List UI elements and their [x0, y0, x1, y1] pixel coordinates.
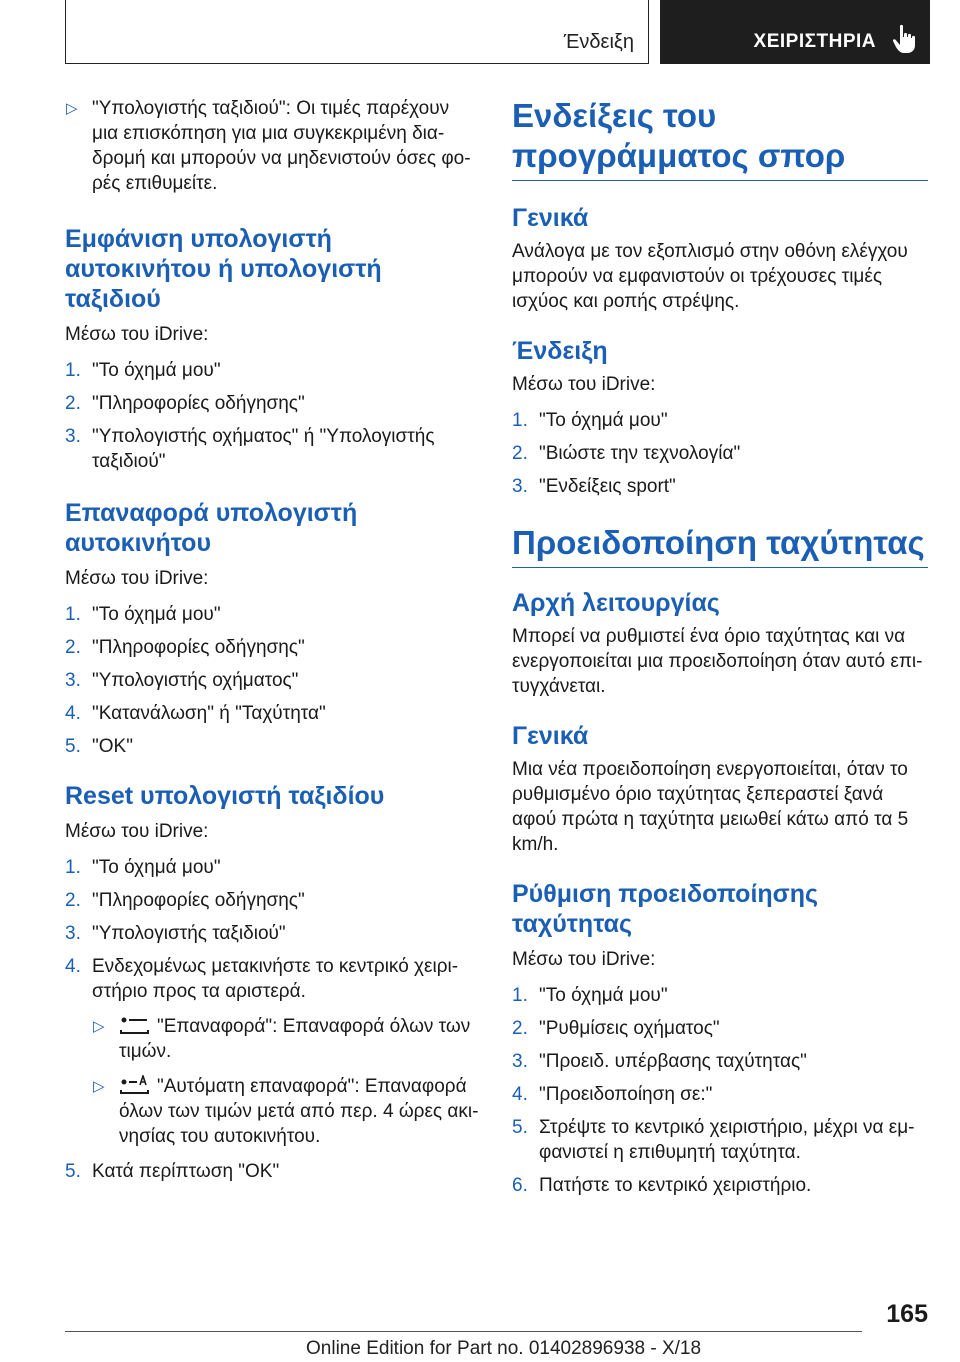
reset-trip-steps: [65, 855, 480, 1184]
right-column: [512, 96, 928, 1198]
reset-vehicle-steps: [65, 602, 480, 759]
heading-display: Ένδειξη: [512, 337, 608, 365]
header-section-title: Ένδειξη: [563, 31, 634, 53]
heading-general: Γενικά: [512, 204, 589, 232]
list-item: 3. "Υπολογιστής ταξιδιού": [65, 923, 286, 944]
triangle-bullet-icon: ▷: [93, 1018, 105, 1035]
heading-display-computer: Εμφάνιση υπολογιστή αυτοκινήτου ή υπολογιστή ταξιδιού: [65, 225, 382, 313]
list-item: 4. "Προειδοποίηση σε:": [512, 1084, 713, 1105]
triangle-bullet-icon: ▷: [93, 1078, 105, 1095]
auto-reset-symbol-icon: [119, 1075, 151, 1095]
list-item: 5. Κατά περίπτωση "OK": [65, 1161, 280, 1182]
list-item: 5. Στρέψτε το κεντρικό χειριστήριο, μέχρι να εμφανιστεί η επιθυμητή ταχύτητα.: [512, 1117, 915, 1163]
intro-bullet: ▷ "Υπολογιστής ταξιδιού": Οι τιμές παρέχουν μια επισκόπηση για μια συγκεκριμένη διαδρομή και μπορούν να μηδενιστούν όσες φορές επιθυμείτε.: [66, 98, 471, 194]
principle-text: Μπορεί να ρυθμιστεί ένα όριο ταχύτητας και να ενεργοποιείται μια προειδοποίηση όταν αυτό επιτυγχάνεται.: [512, 626, 923, 697]
list-item: 1. "Το όχημά μου": [65, 857, 221, 878]
list-item: 1. "Το όχημά μου": [512, 410, 668, 431]
speed-setting-intro: Μέσω του iDrive:: [512, 949, 656, 970]
heading-sport-indicators: Ενδείξεις του προγράμματος σπορ: [512, 96, 928, 181]
list-item: 1. "Το όχημά μου": [65, 360, 221, 381]
list-item: 3. "Προειδ. υπέρβασης ταχύτητας": [512, 1051, 807, 1072]
list-item: 1. "Το όχημά μου": [512, 985, 668, 1006]
triangle-bullet-icon: ▷: [66, 100, 78, 117]
footer-divider: [65, 1331, 862, 1332]
left-column: [65, 96, 480, 1184]
list-item: 3. "Υπολογιστής οχήματος": [65, 670, 299, 691]
heading-speed-warning: Προειδοποίηση ταχύτητας: [512, 523, 928, 568]
speed-general-text: Μια νέα προειδοποίηση ενεργοποιείται, όταν το ρυθμισμένο όριο ταχύτητας ξεπεραστεί ξανά αφού πρώτα η ταχύτητα μειωθεί κάτω από τα 5 km/h.: [512, 759, 909, 855]
header-manual-tab: [660, 0, 930, 64]
heading-speed-setting: Ρύθμιση προειδοποίησης ταχύτητας: [512, 880, 819, 938]
list-item: 2. "Πληροφορίες οδήγησης": [65, 637, 305, 658]
sub-bullet-auto-reset: ▷ "Αυτόματη επαναφορά": Επαναφορά όλων των τιμών μετά από περ. 4 ώρες ακινησίας του αυτοκινήτου.: [93, 1076, 479, 1147]
list-item: 5. "OK": [65, 736, 133, 757]
list-item: 6. Πατήστε το κεντρικό χειριστήριο.: [512, 1175, 812, 1196]
reset-trip-intro: Μέσω του iDrive:: [65, 821, 209, 842]
list-item: 3. "Ενδείξεις sport": [512, 476, 676, 497]
list-item: 4. Ενδεχομένως μετακινήστε το κεντρικό χειριστήριο προς τα αριστερά.: [65, 956, 459, 1002]
speed-setting-steps: [512, 983, 928, 1198]
list-item: 2. "Πληροφορίες οδήγησης": [65, 890, 305, 911]
header-manual-title: ΧΕΙΡΙΣΤΗΡΙΑ: [753, 31, 876, 52]
sub-bullet-reset: ▷ "Επαναφορά": Επαναφορά όλων των τιμών.: [93, 1016, 471, 1062]
list-item: 2. "Πληροφορίες οδήγησης": [65, 393, 305, 414]
list-item: 1. "Το όχημά μου": [65, 604, 221, 625]
page-header: [0, 0, 960, 66]
display-intro: Μέσω του iDrive:: [65, 324, 209, 345]
list-item: 2. "Βιώστε την τεχνολογία": [512, 443, 741, 464]
page-number: 165: [886, 1300, 928, 1328]
heading-reset-trip: Reset υπολογιστή ταξιδίου: [65, 782, 385, 810]
reset-symbol-icon: [119, 1015, 151, 1035]
list-item: 3. "Υπολογιστής οχήματος" ή "Υπολογιστής ταξιδιού": [65, 426, 435, 472]
list-item: 4. "Κατανάλωση" ή "Ταχύτητα": [65, 703, 326, 724]
reset-vehicle-intro: Μέσω του iDrive:: [65, 568, 209, 589]
heading-reset-vehicle: Επαναφορά υπολογιστή αυτοκινήτου: [65, 499, 358, 557]
list-item: 2. "Ρυθμίσεις οχήματος": [512, 1018, 720, 1039]
display-steps: [65, 358, 480, 474]
edition-note: Online Edition for Part no. 01402896938 - X/18: [306, 1338, 702, 1359]
heading-principle: Αρχή λειτουργίας: [512, 589, 720, 617]
hand-pointer-icon: [892, 24, 918, 54]
header-section-box: [65, 0, 649, 64]
sport-intro: Μέσω του iDrive:: [512, 374, 656, 395]
heading-general: Γενικά: [512, 722, 589, 750]
sport-general-text: Ανάλογα με τον εξοπλισμό στην οθόνη ελέγχου μπορούν να εμφανιστούν οι τρέχουσες τιμές ισχύος και ροπής στρέψης.: [512, 241, 908, 312]
sport-steps: [512, 408, 928, 499]
